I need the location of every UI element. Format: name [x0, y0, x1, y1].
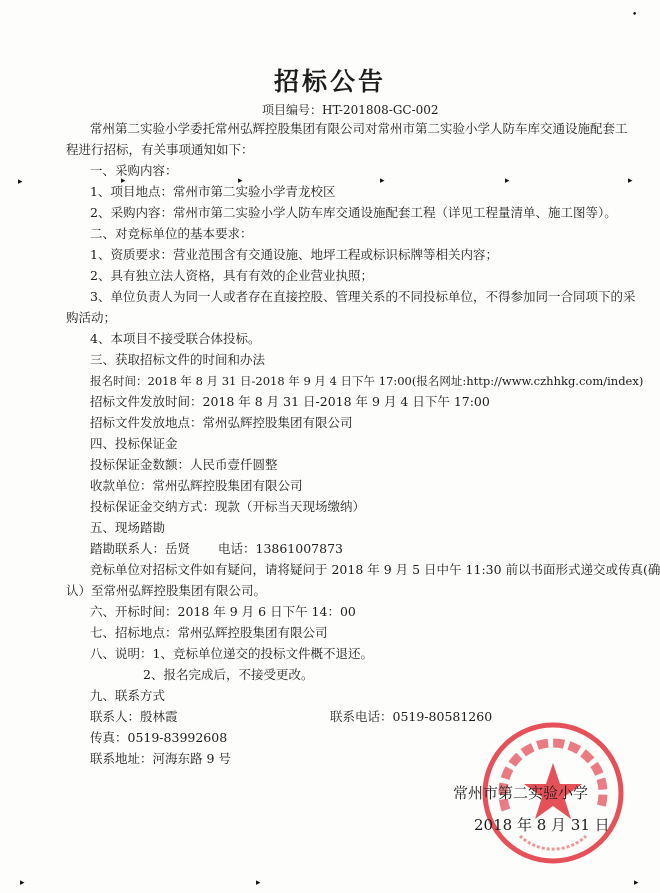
contact-fax: 传真：0519-83992608 [90, 730, 228, 745]
contact-address: 联系地址：河海东路 9 号 [90, 751, 231, 766]
section-5-heading: 五、现场踏勘 [90, 520, 166, 535]
scan-mark: ▸ [256, 878, 261, 888]
section-2-item-3-cont: 购活动； [66, 310, 117, 325]
section-8-note-2: 2、报名完成后，不接受更改。 [143, 667, 314, 682]
scan-mark: ▸ [121, 176, 126, 186]
section-2-item-3: 3、单位负责人为同一人或者存在直接控股、管理关系的不同投标单位，不得参加同一合同项下的采 [90, 289, 636, 304]
scan-mark: ▸ [20, 878, 25, 888]
scan-mark: ▸ [505, 176, 510, 186]
site-contact: 踏勘联系人：岳贤 [90, 541, 191, 556]
section-2-item-2: 2、具有独立法人资格，具有有效的企业营业执照； [90, 268, 373, 283]
section-1-heading: 一、采购内容： [90, 163, 178, 178]
signature-organization: 常州市第二实验小学 [453, 784, 589, 802]
signature-date: 2018 年 8 月 31 日 [474, 816, 610, 834]
contact-person: 联系人：殷林霞 [90, 709, 178, 724]
section-7-location: 七、招标地点：常州弘辉控股集团有限公司 [90, 625, 328, 640]
scan-mark: • [632, 10, 638, 20]
section-1-item-2: 2、采购内容：常州市第二实验小学人防车库交通设施配套工程（详见工程量清单、施工图等）。 [90, 205, 617, 220]
document-issue-time: 招标文件发放时间：2018 年 8 月 31 日-2018 年 9 月 4 日下午 17:00 [90, 394, 490, 409]
scan-mark: ▸ [18, 177, 23, 187]
query-line-2: 认）至常州弘辉控股集团有限公司。 [66, 583, 267, 598]
section-2-item-4: 4、本项目不接受联合体投标。 [90, 331, 261, 346]
section-1-item-1: 1、项目地点：常州市第二实验小学青龙校区 [90, 184, 336, 199]
project-number: 项目编号：HT-201808-GC-002 [262, 103, 439, 117]
scan-mark: ▸ [238, 176, 243, 186]
document-issue-place: 招标文件发放地点：常州弘辉控股集团有限公司 [90, 415, 353, 430]
deposit-amount: 投标保证金数额：人民币壹仟圆整 [90, 457, 278, 472]
page-title: 招标公告 [273, 67, 386, 96]
scan-mark: ▸ [634, 878, 639, 888]
scan-mark: ▸ [628, 176, 633, 186]
seal-code-arc [520, 836, 586, 849]
section-8-note-1: 八、说明：1、竞标单位递交的投标文件概不退还。 [90, 646, 373, 661]
contact-phone: 联系电话：0519-80581260 [330, 709, 493, 724]
scan-mark: ▸ [380, 176, 385, 186]
query-line-1: 竞标单位对招标文件如有疑问，请将疑问于 2018 年 9 月 5 日中午 11:30 前以书面形式递交或传真(确 [90, 562, 660, 577]
section-3-heading: 三、获取招标文件的时间和办法 [90, 352, 266, 367]
deposit-payee: 收款单位：常州弘辉控股集团有限公司 [90, 478, 303, 493]
site-phone: 电话：13861007873 [218, 541, 343, 556]
intro-line-1: 常州第二实验小学委托常州弘辉控股集团有限公司对常州市第二实验小学人防车库交通设施配套工 [90, 121, 628, 136]
section-2-heading: 二、对竞标单位的基本要求： [90, 226, 253, 241]
registration-time: 报名时间：2018 年 8 月 31 日-2018 年 9 月 4 日下午 17:00(报名网址:http://www.czhhkg.com/index) [90, 374, 644, 388]
section-9-heading: 九、联系方式 [90, 688, 166, 703]
intro-line-2: 程进行招标，有关事项通知如下： [66, 142, 254, 157]
section-2-item-1: 1、资质要求：营业范围含有交通设施、地坪工程或标识标牌等相关内容； [90, 247, 498, 262]
section-6-opening-time: 六、开标时间：2018 年 9 月 6 日下午 14：00 [90, 604, 356, 619]
deposit-method: 投标保证金交纳方式：现款（开标当天现场缴纳） [90, 499, 366, 514]
section-4-heading: 四、投标保证金 [90, 436, 178, 451]
